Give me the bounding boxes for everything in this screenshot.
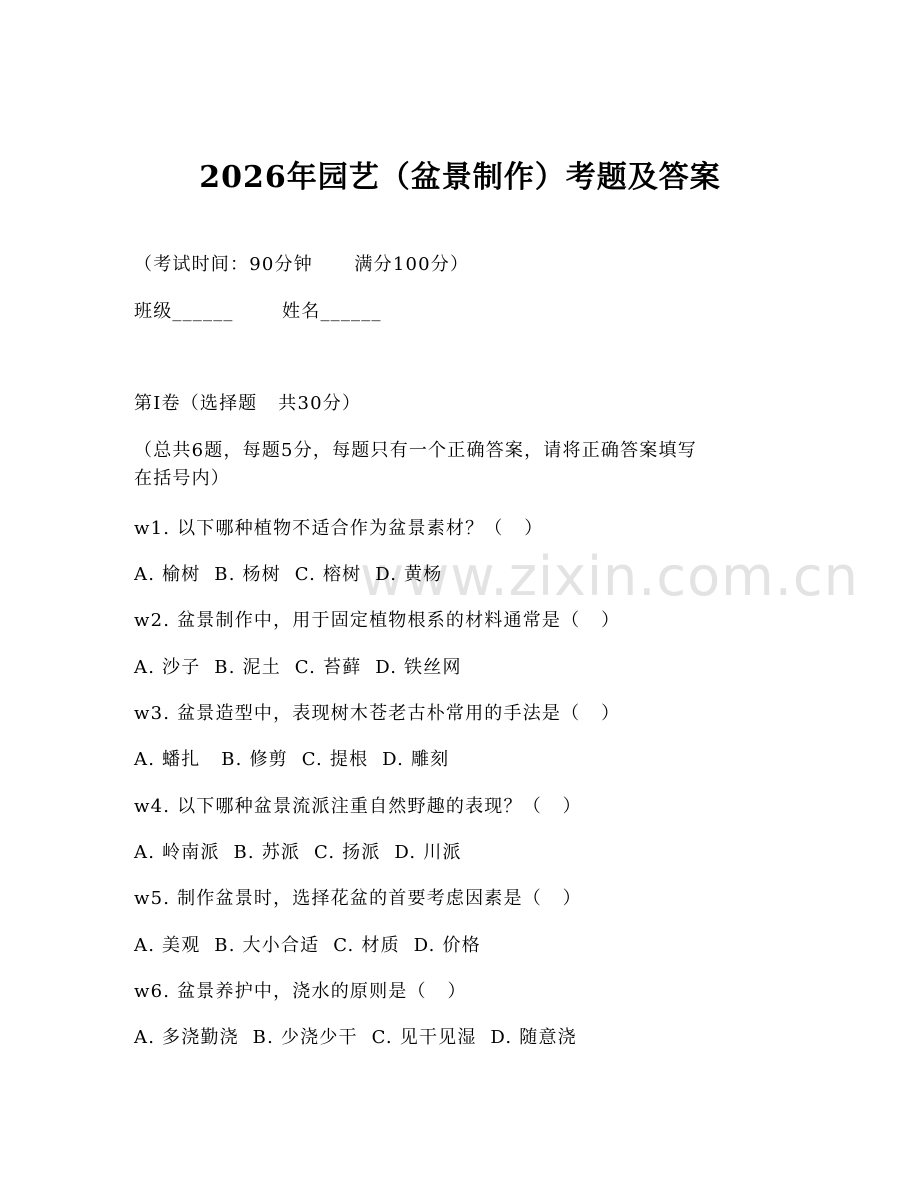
- section-instructions: [134, 437, 784, 493]
- page-title: 2026年园艺（盆景制作）考题及答案: [199, 160, 721, 195]
- question-2-stem: w2. 盆景制作中，用于固定植物根系的材料通常是（ ）: [134, 610, 621, 631]
- student-info-line: 班级______ 姓名______: [134, 301, 382, 322]
- question-1-options: A. 榆树 B. 杨树 C. 榕树 D. 黄杨: [134, 564, 443, 585]
- question-4-options: A. 岭南派 B. 苏派 C. 扬派 D. 川派: [134, 842, 462, 863]
- section-heading: 第Ⅰ卷（选择题 共30分）: [134, 393, 362, 414]
- question-1-stem: w1. 以下哪种植物不适合作为盆景素材？（ ）: [134, 518, 544, 539]
- question-5-stem: w5. 制作盆景时，选择花盆的首要考虑因素是（ ）: [134, 888, 582, 909]
- instructions-line-1: （总共6题，每题5分，每题只有一个正确答案，请将正确答案填写: [134, 440, 697, 461]
- exam-info: （考试时间：90分钟 满分100分）: [134, 254, 470, 275]
- watermark: www.zixin.com.cn: [360, 545, 859, 608]
- question-3-options: A. 蟠扎 B. 修剪 C. 提根 D. 雕刻: [134, 749, 450, 770]
- question-6-stem: w6. 盆景养护中，浇水的原则是（ ）: [134, 981, 467, 1002]
- question-6-options: A. 多浇勤浇 B. 少浇少干 C. 见干见湿 D. 随意浇: [134, 1027, 577, 1048]
- instructions-line-2: 在括号内）: [134, 468, 230, 489]
- question-5-options: A. 美观 B. 大小合适 C. 材质 D. 价格: [134, 935, 481, 956]
- question-3-stem: w3. 盆景造型中，表现树木苍老古朴常用的手法是（ ）: [134, 703, 621, 724]
- question-2-options: A. 沙子 B. 泥土 C. 苔藓 D. 铁丝网: [134, 657, 462, 678]
- question-4-stem: w4. 以下哪种盆景流派注重自然野趣的表现？（ ）: [134, 796, 582, 817]
